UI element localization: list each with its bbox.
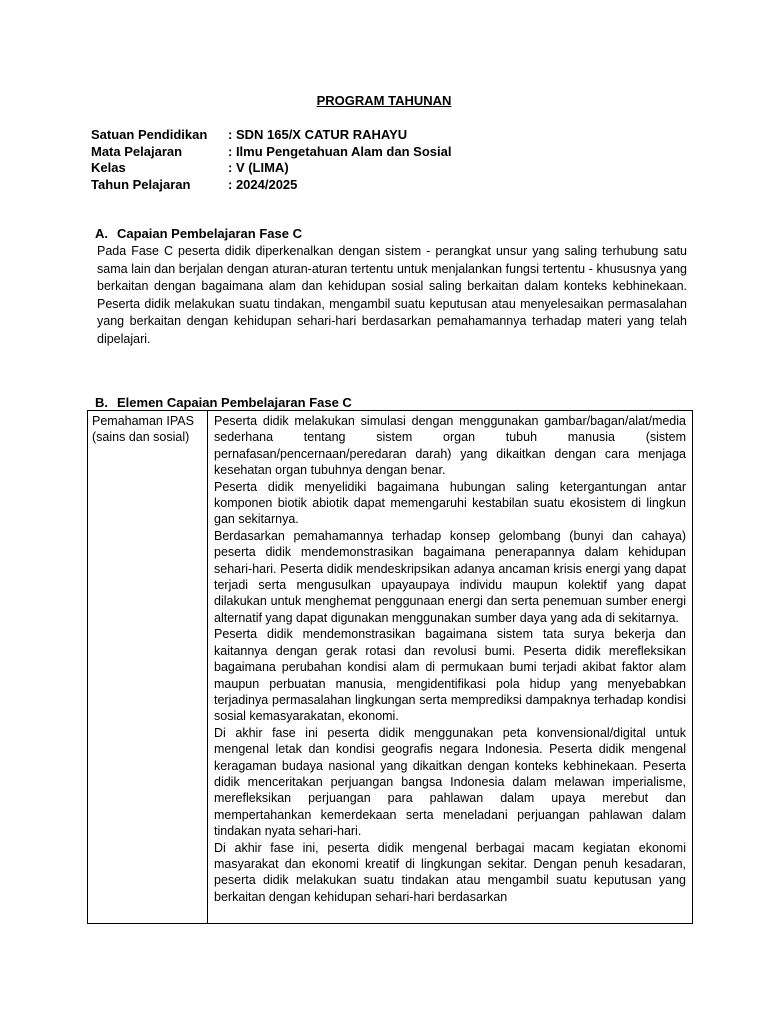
meta-row-mata-pelajaran bbox=[91, 144, 451, 161]
meta-value: : 2024/2025 bbox=[228, 176, 298, 192]
document-title: PROGRAM TAHUNAN bbox=[316, 93, 452, 108]
description-paragraph: Peserta didik menyelidiki bagaimana hubungan saling ketergantungan antar komponen biotik abiotik dapat memengaruhi kestabilan suatu ekosistem di lingkun gan sekitarnya. bbox=[214, 479, 686, 527]
element-description-cell bbox=[208, 411, 692, 923]
meta-row-tahun-pelajaran bbox=[91, 177, 451, 194]
section-a-paragraph: Pada Fase C peserta didik diperkenalkan dengan sistem - perangkat unsur yang saling terhubung satu sama lain dan berjalan dengan aturan-aturan tertentu untuk menjalankan fungsi tertentu - khususnya yang berkaitan dengan bagaimana alam dan kehidupan sosial saling berkaitan dalam konteks kebhinekaan. Peserta didik melakukan suatu tindakan, mengambil suatu keputusan atau menyelesaikan permasalahan yang berkaitan dengan kehidupan sehari-hari berdasarkan pemahamannya terhadap materi yang telah dipelajari. bbox=[97, 244, 687, 346]
meta-row-satuan-pendidikan bbox=[91, 127, 451, 144]
description-paragraph: Berdasarkan pemahamannya terhadap konsep gelombang (bunyi dan cahaya) peserta didik mendemonstrasikan bagaimana penerapannya dalam kehidupan sehari-hari. Peserta didik mendeskripsikan adanya ancaman krisis energi yang dapat terjadi serta mengusulkan upayaupaya individu maupun kolektif yang dapat dilakukan untuk menghemat penggunaan energi dan serta penemuan sumber energi alternatif yang dapat digunakan menggunakan sumber daya yang ada di sekitarnya. bbox=[214, 528, 686, 625]
meta-label: Mata Pelajaran bbox=[91, 143, 183, 159]
meta-label: Satuan Pendidikan bbox=[91, 127, 208, 142]
section-letter: B. bbox=[95, 395, 108, 410]
element-name-cell: Pemahaman IPAS (sains dan sosial) bbox=[88, 411, 208, 923]
elements-table bbox=[87, 410, 693, 924]
description-paragraph: Di akhir fase ini, peserta didik mengenal berbagai macam kegiatan ekonomi masyarakat dan ekonomi kreatif di lingkungan sekitar. Dengan penuh kesadaran, peserta didik melakukan suatu tindakan atau mengambil suatu keputusan yang berkaitan dengan kehidupan sehari-hari berdasarkan bbox=[214, 840, 686, 904]
identity-block bbox=[91, 127, 451, 193]
description-paragraph: Peserta didik melakukan simulasi dengan menggunakan gambar/bagan/alat/media sederhana tentang sistem organ tubuh manusia (sistem pernafasan/pencernaan/peredaran darah) yang dikaitkan dengan cara menjaga kesehatan organ tubuhnya dengan benar. bbox=[214, 414, 686, 478]
meta-label: Kelas bbox=[91, 160, 126, 175]
description-paragraph: Di akhir fase ini peserta didik menggunakan peta konvensional/digital untuk mengenal letak dan kondisi geografis negara Indonesia. Peserta didik mengenal keragaman budaya nasional yang dikaitkan dengan konteks kebhinekaan. Peserta didik menceritakan perjuangan bangsa Indonesia dalam melawan imperialisme, merefleksikan perjuangan para pahlawan dalam upaya merebut dan mempertahankan kemerdekaan serta meneladani perjuangan pahlawan dalam tindakan nyata sehari-hari. bbox=[214, 725, 686, 839]
section-a-heading bbox=[95, 226, 302, 242]
meta-value: : SDN 165/X CATUR RAHAYU bbox=[228, 127, 408, 142]
section-title: Elemen Capaian Pembelajaran Fase C bbox=[117, 395, 352, 410]
section-b-heading bbox=[95, 395, 352, 411]
section-title: Capaian Pembelajaran Fase C bbox=[117, 226, 302, 241]
meta-value: : Ilmu Pengetahuan Alam dan Sosial bbox=[228, 143, 452, 159]
section-letter: A. bbox=[95, 226, 108, 241]
meta-row-kelas bbox=[91, 160, 451, 177]
meta-label: Tahun Pelajaran bbox=[91, 176, 191, 192]
meta-value: : V (LIMA) bbox=[228, 160, 289, 175]
description-paragraph: Peserta didik mendemonstrasikan bagaimana sistem tata surya bekerja dan kaitannya dengan gerak rotasi dan revolusi bumi. Peserta didik merefleksikan bagaimana perubahan kondisi alam di permukaan bumi terjadi akibat faktor alam maupun perbuatan manusia, mengidentifikasi pola hidup yang menyebabkan terjadinya permasalahan lingkungan serta memprediksi dampaknya terhadap kondisi sosial kemasyarakatan, ekonomi. bbox=[214, 627, 686, 724]
